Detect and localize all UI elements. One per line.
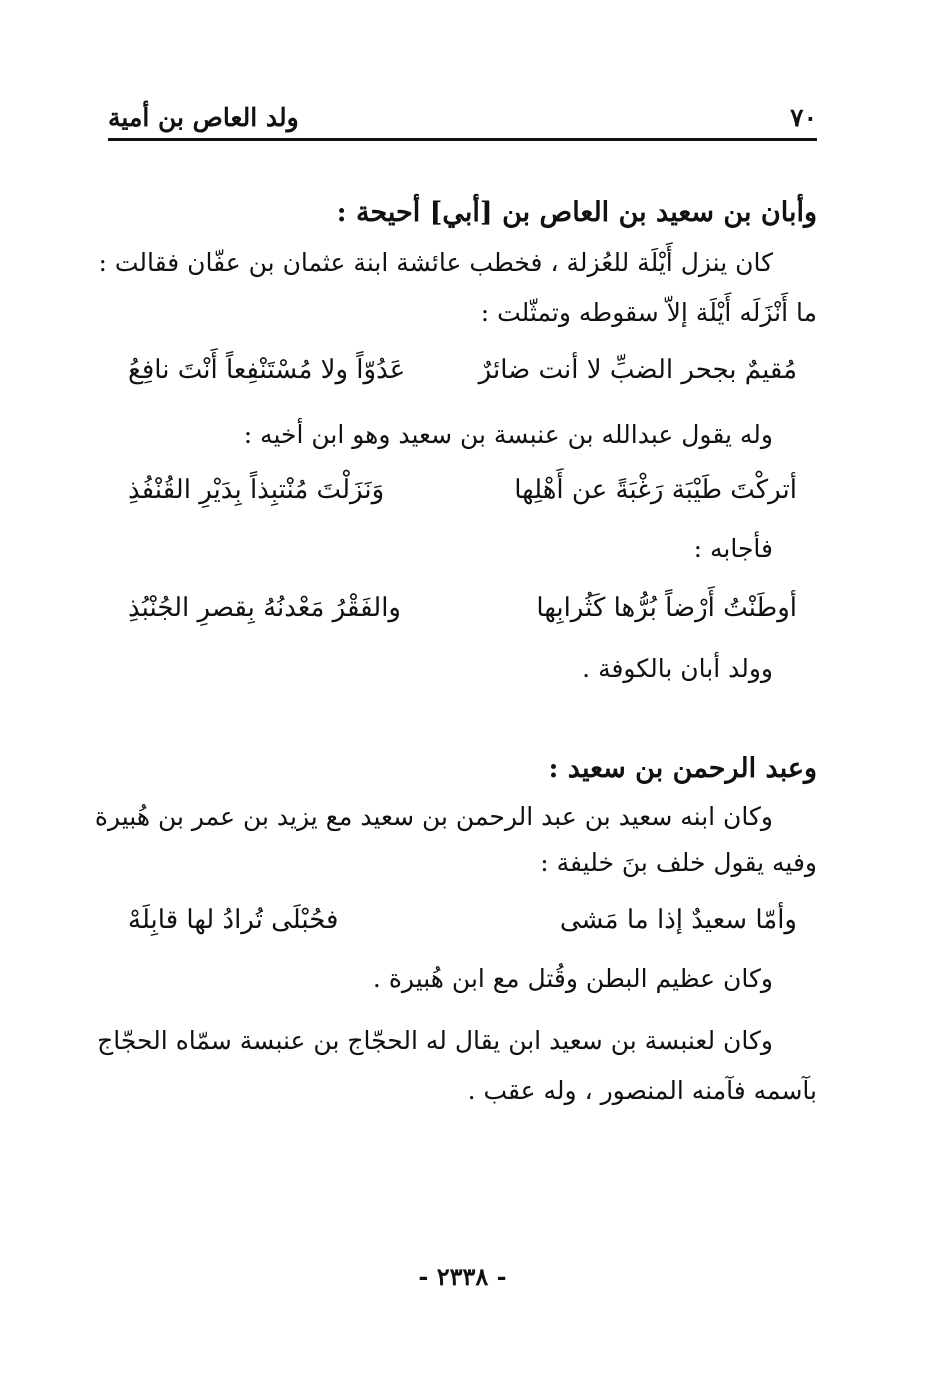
paragraph-line: فأجابه : [693,534,773,563]
page-footer-number: - ٢٣٣٨ - [418,1262,507,1291]
book-page [94,0,817,1376]
paragraph-line: ما أَنْزَلَه أَيْلَة إلاّ سقوطه وتمثّلت : [480,298,817,327]
verse-second-hemistich: عَدُوّاً ولا مُسْتَنْفِعاً أَنْتَ نافِعُ [128,355,406,385]
paragraph-line: وفيه يقول خلف بنَ خليفة : [540,848,817,877]
section-heading-abdulrahman: وعبد الرحمن بن سعيد : [548,753,817,784]
paragraph-line: وكان عظيم البطن وقُتل مع ابن هُبيرة . [372,964,773,993]
verse-second-hemistich: فحُبْلَى تُرادُ لها قابِلَهْ [128,905,339,935]
paragraph-line: وكان ابنه سعيد بن عبد الرحمن بن سعيد مع يزيد بن عمر بن هُبيرة [94,802,773,831]
verse-first-hemistich: أوطَنْتُ أَرْضاً بُرُّها كَثُرابِها [536,593,797,623]
poem-verse [128,590,797,626]
poem-verse [128,472,797,508]
page-header [108,92,817,132]
paragraph-line: بآسمه فآمنه المنصور ، وله عقب . [467,1076,817,1105]
paragraph-line: وله يقول عبدالله بن عنبسة بن سعيد وهو ابن أخيه : [243,420,773,449]
verse-first-hemistich: أتركْتَ طَيْبَة رَغْبَةً عن أَهْلِها [514,475,797,505]
header-rule [108,138,817,141]
verse-second-hemistich: وَنَزَلْتَ مُنْتبِذاً بِدَيْرِ القُنْفُذِ [128,475,385,505]
paragraph-line: وولد أبان بالكوفة . [582,654,773,683]
verse-second-hemistich: والفَقْرُ مَعْدنُهُ بِقصرِ الجُنْبُذِ [128,593,401,623]
page-number: ٧٠ [790,103,817,132]
paragraph-line: وكان لعنبسة بن سعيد ابن يقال له الحجّاج بن عنبسة سمّاه الحجّاج [97,1026,773,1055]
verse-first-hemistich: مُقيمٌ بجحر الضبِّ لا أنت ضائرٌ [478,355,797,385]
poem-verse [128,902,797,938]
running-title: ولد العاص بن أمية [108,103,299,132]
verse-first-hemistich: وأمّا سعيدٌ إذا ما مَشى [559,905,797,935]
section-heading-aban: وأبان بن سعيد بن العاص بن [أبي] أحيحة : [336,197,817,228]
paragraph-line: كان ينزل أَيْلَة للعُزلة ، فخطب عائشة ابنة عثمان بن عفّان فقالت : [98,248,773,277]
poem-verse [128,352,797,388]
